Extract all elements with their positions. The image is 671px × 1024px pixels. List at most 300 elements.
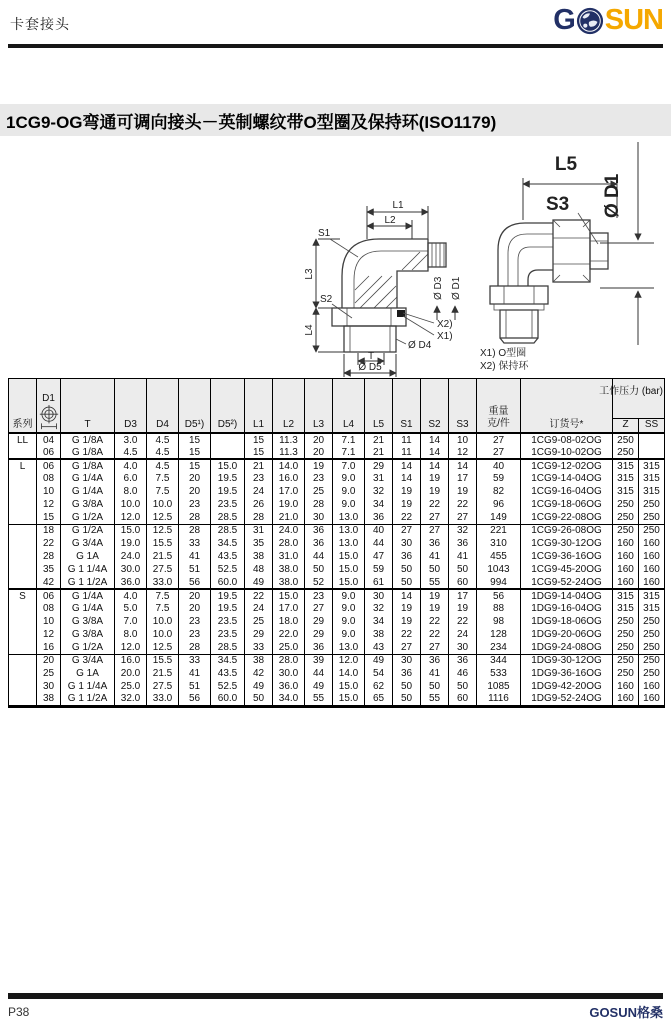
value-cell: 28.5 [211, 511, 245, 524]
value-cell: 250 [639, 654, 665, 667]
value-cell: 40 [365, 524, 393, 537]
value-cell: 7.5 [147, 485, 179, 498]
dim-d3-label: Ø D3 [433, 276, 444, 300]
value-cell: 19.0 [273, 498, 305, 511]
value-cell: 250 [613, 524, 639, 537]
value-cell: 30.0 [115, 563, 147, 576]
value-cell: 11.3 [273, 433, 305, 446]
value-cell: 34.0 [273, 693, 305, 706]
series-cell [9, 641, 37, 654]
header-l4: L4 [333, 379, 365, 434]
value-cell: 38.0 [273, 576, 305, 589]
value-cell: 33.0 [147, 693, 179, 706]
value-cell: 315 [613, 485, 639, 498]
value-cell: 33 [245, 641, 273, 654]
value-cell: 27 [421, 511, 449, 524]
value-cell: 38 [365, 628, 393, 641]
value-cell: 60.0 [211, 693, 245, 706]
value-cell: 24 [245, 485, 273, 498]
value-cell: 35 [37, 563, 61, 576]
value-cell: 06 [37, 459, 61, 472]
header-working-pressure-label: 工作压力 (bar) [599, 386, 663, 397]
header-weight [477, 379, 521, 434]
logo-letters-sun: SUN [604, 4, 663, 36]
value-cell: 250 [639, 511, 665, 524]
value-cell: 44 [305, 667, 333, 680]
value-cell: 19 [421, 485, 449, 498]
table-row [9, 654, 665, 667]
value-cell: 20 [179, 485, 211, 498]
value-cell: 14.0 [273, 459, 305, 472]
value-cell: 19.0 [115, 537, 147, 550]
value-cell: 10.0 [115, 498, 147, 511]
value-cell: 62 [365, 680, 393, 693]
order-number-cell: 1CG9-36-16OG [521, 550, 613, 563]
value-cell: 250 [639, 667, 665, 680]
value-cell: 250 [639, 524, 665, 537]
order-number-cell: 1DG9-18-06OG [521, 615, 613, 628]
thread-cell: G 1/4A [61, 485, 115, 498]
value-cell: 15.0 [333, 550, 365, 563]
value-cell: 19 [393, 498, 421, 511]
value-cell: 28 [179, 524, 211, 537]
value-cell: 19 [421, 602, 449, 615]
table-row [9, 511, 665, 524]
value-cell: 315 [639, 589, 665, 602]
value-cell: 36 [305, 641, 333, 654]
value-cell: 19.5 [211, 485, 245, 498]
value-cell: 52 [305, 576, 333, 589]
value-cell: 27.5 [147, 680, 179, 693]
series-cell [9, 654, 37, 667]
order-number-cell: 1DG9-16-04OG [521, 602, 613, 615]
thread-cell: G 1/4A [61, 589, 115, 602]
value-cell: 44 [365, 537, 393, 550]
header-s2: S2 [421, 379, 449, 434]
value-cell: 12.5 [147, 511, 179, 524]
series-cell [9, 602, 37, 615]
value-cell: 32 [365, 485, 393, 498]
value-cell: 51 [179, 563, 211, 576]
value-cell: 30.0 [273, 667, 305, 680]
value-cell: 22 [245, 589, 273, 602]
value-cell: 35 [245, 537, 273, 550]
dim-l2-label: L2 [384, 215, 396, 226]
order-number-cell: 1CG9-26-08OG [521, 524, 613, 537]
dim-d1-right-label: Ø D1 [602, 173, 623, 218]
value-cell: 4.0 [115, 589, 147, 602]
value-cell: 30 [393, 537, 421, 550]
table-row [9, 472, 665, 485]
value-cell: 22 [449, 615, 477, 628]
logo-letter-g: G [553, 4, 575, 36]
order-number-cell: 1CG9-45-20OG [521, 563, 613, 576]
value-cell: 15.5 [147, 537, 179, 550]
value-cell: 49 [245, 680, 273, 693]
dim-t-label: T [367, 351, 375, 362]
value-cell: 160 [639, 680, 665, 693]
value-cell: 344 [477, 654, 521, 667]
value-cell: 31.0 [273, 550, 305, 563]
value-cell: 250 [613, 446, 639, 459]
value-cell: 15 [245, 433, 273, 446]
series-cell [9, 485, 37, 498]
value-cell: 250 [613, 511, 639, 524]
value-cell: 1116 [477, 693, 521, 706]
value-cell: 12 [449, 446, 477, 459]
value-cell: 36.0 [115, 576, 147, 589]
value-cell: 25 [305, 485, 333, 498]
table-row [9, 602, 665, 615]
series-cell [9, 628, 37, 641]
dim-l3-label: L3 [304, 268, 315, 280]
value-cell: 52.5 [211, 563, 245, 576]
value-cell: 7.1 [333, 446, 365, 459]
value-cell: 41 [421, 667, 449, 680]
value-cell: 50 [393, 693, 421, 706]
value-cell: 7.0 [333, 459, 365, 472]
value-cell: 29 [305, 628, 333, 641]
value-cell: 11.3 [273, 446, 305, 459]
value-cell: 36 [365, 511, 393, 524]
value-cell: 29 [365, 459, 393, 472]
table-row [9, 615, 665, 628]
value-cell: 12.5 [147, 524, 179, 537]
value-cell: 27 [449, 511, 477, 524]
header-d3: D3 [115, 379, 147, 434]
dim-l1-label: L1 [392, 200, 404, 211]
value-cell: 128 [477, 628, 521, 641]
value-cell [211, 446, 245, 459]
value-cell: 36 [421, 654, 449, 667]
thread-cell: G 1/2A [61, 511, 115, 524]
value-cell: 160 [613, 563, 639, 576]
thread-cell: G 1/2A [61, 524, 115, 537]
order-number-cell: 1CG9-30-12OG [521, 537, 613, 550]
value-cell: 16.0 [273, 472, 305, 485]
value-cell: 50 [449, 563, 477, 576]
value-cell: 315 [613, 472, 639, 485]
value-cell: 11 [393, 433, 421, 446]
masthead [10, 6, 663, 44]
order-number-cell: 1CG9-52-24OG [521, 576, 613, 589]
series-cell [9, 537, 37, 550]
value-cell: 30 [365, 589, 393, 602]
value-cell: 315 [639, 459, 665, 472]
value-cell: 56 [179, 693, 211, 706]
series-cell [9, 498, 37, 511]
value-cell: 33.0 [147, 576, 179, 589]
value-cell: 28.5 [211, 641, 245, 654]
value-cell: 19.5 [211, 472, 245, 485]
value-cell: 19.5 [211, 602, 245, 615]
value-cell: 19.5 [211, 589, 245, 602]
value-cell: 10 [37, 615, 61, 628]
value-cell: 28 [245, 511, 273, 524]
value-cell: 60.0 [211, 576, 245, 589]
value-cell: 149 [477, 511, 521, 524]
value-cell: 25 [245, 615, 273, 628]
value-cell: 24 [449, 628, 477, 641]
dim-l4-label: L4 [304, 324, 315, 336]
value-cell: 33 [179, 537, 211, 550]
value-cell: 15.0 [115, 524, 147, 537]
value-cell: 14 [393, 472, 421, 485]
value-cell: 28.0 [273, 654, 305, 667]
value-cell: 50 [421, 563, 449, 576]
thread-cell: G 1/4A [61, 602, 115, 615]
value-cell: 20 [37, 654, 61, 667]
value-cell: 7.5 [147, 589, 179, 602]
thread-cell: G 1/8A [61, 446, 115, 459]
thread-cell: G 1/4A [61, 472, 115, 485]
value-cell: 10.0 [147, 628, 179, 641]
value-cell: 23 [245, 472, 273, 485]
value-cell: 49 [365, 654, 393, 667]
value-cell: 17 [449, 589, 477, 602]
value-cell: 10 [37, 485, 61, 498]
value-cell: 40 [477, 459, 521, 472]
value-cell: 14 [421, 446, 449, 459]
value-cell: 15 [179, 433, 211, 446]
series-cell [9, 576, 37, 589]
series-cell [9, 511, 37, 524]
value-cell: 33 [179, 654, 211, 667]
value-cell: 38 [245, 550, 273, 563]
value-cell: 17.0 [273, 485, 305, 498]
header-l5: L5 [365, 379, 393, 434]
series-cell [9, 563, 37, 576]
value-cell: 50 [393, 563, 421, 576]
value-cell: 455 [477, 550, 521, 563]
value-cell: 160 [613, 680, 639, 693]
thread-cell: G 1 1/2A [61, 693, 115, 706]
value-cell: 10.0 [147, 615, 179, 628]
value-cell: 21 [365, 446, 393, 459]
value-cell: 4.5 [115, 446, 147, 459]
value-cell: 250 [613, 641, 639, 654]
value-cell: 15.5 [147, 654, 179, 667]
table-row [9, 459, 665, 472]
value-cell: 234 [477, 641, 521, 654]
value-cell: 24 [245, 602, 273, 615]
value-cell: 28 [179, 511, 211, 524]
dim-d5-label: Ø D5 [358, 362, 382, 373]
value-cell: 9.0 [333, 472, 365, 485]
right-view [480, 142, 654, 372]
value-cell: 13.0 [333, 641, 365, 654]
order-number-cell: 1CG9-10-02OG [521, 446, 613, 459]
order-number-cell: 1CG9-12-02OG [521, 459, 613, 472]
value-cell: 49 [245, 576, 273, 589]
value-cell: 20 [305, 446, 333, 459]
value-cell: 60 [449, 576, 477, 589]
series-cell [9, 550, 37, 563]
value-cell: 3.0 [115, 433, 147, 446]
value-cell: 54 [365, 667, 393, 680]
value-cell: 19 [449, 602, 477, 615]
value-cell: 41 [179, 667, 211, 680]
header-d1 [37, 379, 61, 434]
series-cell [9, 524, 37, 537]
value-cell: 82 [477, 485, 521, 498]
value-cell: 28.5 [211, 524, 245, 537]
thread-cell: G 1 1/2A [61, 576, 115, 589]
value-cell: 27 [305, 602, 333, 615]
value-cell: 34 [365, 498, 393, 511]
value-cell: 250 [613, 433, 639, 446]
value-cell: 22 [449, 498, 477, 511]
value-cell: 310 [477, 537, 521, 550]
value-cell: 50 [245, 693, 273, 706]
value-cell: 15 [179, 446, 211, 459]
value-cell: 9.0 [333, 589, 365, 602]
value-cell: 51 [179, 680, 211, 693]
table-row [9, 446, 665, 459]
value-cell: 23.5 [211, 615, 245, 628]
value-cell: 55 [421, 693, 449, 706]
value-cell: 6.0 [115, 472, 147, 485]
value-cell: 160 [639, 576, 665, 589]
value-cell: 23 [305, 589, 333, 602]
value-cell: 44 [305, 550, 333, 563]
table-row [9, 589, 665, 602]
value-cell: 39 [305, 654, 333, 667]
value-cell: 30 [37, 680, 61, 693]
value-cell: 50 [421, 680, 449, 693]
globe-icon [576, 7, 604, 35]
series-cell [9, 446, 37, 459]
value-cell: 13.0 [333, 537, 365, 550]
table-row [9, 576, 665, 589]
series-cell [9, 680, 37, 693]
series-cell [9, 615, 37, 628]
value-cell: 250 [613, 498, 639, 511]
header-d4: D4 [147, 379, 179, 434]
value-cell: 55 [421, 576, 449, 589]
value-cell: 50 [449, 680, 477, 693]
value-cell: 49 [305, 680, 333, 693]
value-cell: 12.0 [115, 641, 147, 654]
value-cell: 88 [477, 602, 521, 615]
value-cell: 250 [613, 667, 639, 680]
value-cell: 10.0 [147, 498, 179, 511]
header-d5-2: D5²) [211, 379, 245, 434]
header-order-number: 订货号* [521, 379, 613, 434]
value-cell: 250 [613, 654, 639, 667]
value-cell: 160 [613, 693, 639, 706]
value-cell: 96 [477, 498, 521, 511]
value-cell: 36 [449, 654, 477, 667]
value-cell: 12.0 [115, 511, 147, 524]
value-cell: 9.0 [333, 485, 365, 498]
value-cell: 42 [245, 667, 273, 680]
header-ss: SS [639, 419, 665, 434]
table-row [9, 667, 665, 680]
value-cell: 59 [477, 472, 521, 485]
value-cell: 22.0 [273, 628, 305, 641]
value-cell: 30 [449, 641, 477, 654]
value-cell: 23 [179, 498, 211, 511]
value-cell: 8.0 [115, 628, 147, 641]
header-s1: S1 [393, 379, 421, 434]
value-cell: 27 [421, 641, 449, 654]
value-cell: 65 [365, 693, 393, 706]
page-title: 1CG9-OG弯通可调向接头－英制螺纹带O型圈及保持环(ISO1179) [0, 104, 671, 136]
value-cell: 20.0 [115, 667, 147, 680]
value-cell: 43.5 [211, 550, 245, 563]
value-cell: 8.0 [115, 485, 147, 498]
value-cell: 15 [245, 446, 273, 459]
value-cell: 315 [639, 602, 665, 615]
value-cell: 36 [393, 550, 421, 563]
value-cell: 17.0 [273, 602, 305, 615]
value-cell: 19 [305, 459, 333, 472]
thread-cell: G 1A [61, 667, 115, 680]
value-cell: 533 [477, 667, 521, 680]
order-number-cell: 1DG9-30-12OG [521, 654, 613, 667]
value-cell: 4.0 [115, 459, 147, 472]
value-cell: 221 [477, 524, 521, 537]
value-cell: 19 [393, 602, 421, 615]
dim-s3-label: S3 [546, 194, 570, 215]
value-cell: 38 [245, 654, 273, 667]
value-cell: 21 [245, 459, 273, 472]
value-cell: 55 [305, 693, 333, 706]
value-cell [639, 446, 665, 459]
table-row [9, 498, 665, 511]
value-cell [639, 433, 665, 446]
value-cell: 160 [613, 576, 639, 589]
value-cell: 17 [449, 472, 477, 485]
value-cell: 08 [37, 472, 61, 485]
order-number-cell: 1CG9-22-08OG [521, 511, 613, 524]
value-cell: 250 [639, 641, 665, 654]
value-cell: 315 [613, 459, 639, 472]
value-cell: 59 [365, 563, 393, 576]
value-cell: 08 [37, 602, 61, 615]
value-cell: 250 [613, 615, 639, 628]
value-cell: 21 [365, 433, 393, 446]
value-cell: 23.5 [211, 628, 245, 641]
value-cell: 30 [305, 511, 333, 524]
value-cell: 28 [305, 498, 333, 511]
section-title: 卡套接头 [10, 16, 70, 32]
value-cell: 38 [37, 693, 61, 706]
value-cell: 250 [639, 498, 665, 511]
value-cell: 250 [639, 615, 665, 628]
value-cell: 30 [393, 654, 421, 667]
order-number-cell: 1CG9-14-04OG [521, 472, 613, 485]
value-cell: 21.5 [147, 667, 179, 680]
value-cell: 13.0 [333, 524, 365, 537]
series-cell [9, 693, 37, 706]
value-cell: 52.5 [211, 680, 245, 693]
series-cell: S [9, 589, 37, 602]
value-cell: 15 [179, 459, 211, 472]
table-row [9, 563, 665, 576]
value-cell: 61 [365, 576, 393, 589]
series-cell: L [9, 459, 37, 472]
technical-drawing [0, 140, 671, 378]
value-cell: 12 [37, 498, 61, 511]
value-cell: 22 [37, 537, 61, 550]
order-number-cell: 1DG9-24-08OG [521, 641, 613, 654]
value-cell: 56 [477, 589, 521, 602]
value-cell: 160 [639, 693, 665, 706]
table-row [9, 641, 665, 654]
table-row [9, 693, 665, 706]
